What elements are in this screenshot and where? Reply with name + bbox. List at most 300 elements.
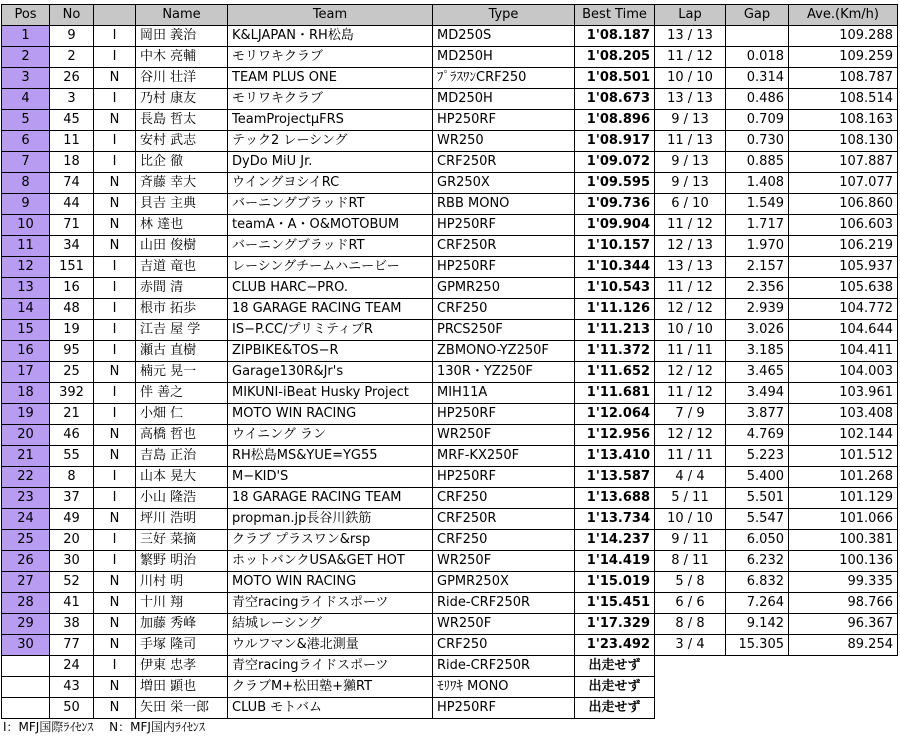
machine-type-cell: GR250X <box>433 173 575 194</box>
rider-name-cell: 長島 哲太 <box>136 110 228 131</box>
lap-cell: 12 / 12 <box>655 299 726 320</box>
table-row <box>2 614 898 635</box>
average-speed-cell: 96.367 <box>789 614 898 635</box>
number-cell: 9 <box>50 26 94 47</box>
gap-cell: 2.939 <box>726 299 789 320</box>
table-row <box>2 341 898 362</box>
lap-cell: 11 / 12 <box>655 278 726 299</box>
team-cell: バーニングブラッドRT <box>228 236 433 257</box>
machine-type-cell: MIH11A <box>433 383 575 404</box>
average-speed-cell: 102.144 <box>789 425 898 446</box>
gap-cell: 2.356 <box>726 278 789 299</box>
number-cell: 30 <box>50 551 94 572</box>
number-cell: 25 <box>50 362 94 383</box>
rider-name-cell: 乃村 康友 <box>136 89 228 110</box>
average-speed-cell: 101.129 <box>789 488 898 509</box>
license-cell: N <box>94 677 136 698</box>
machine-type-cell: GPMR250 <box>433 278 575 299</box>
best-time-cell: 1'08.187 <box>575 26 655 47</box>
license-cell: I <box>94 131 136 152</box>
position-cell: 25 <box>2 530 50 551</box>
table-row <box>2 320 898 341</box>
gap-cell: 5.223 <box>726 446 789 467</box>
rider-name-cell: 赤間 清 <box>136 278 228 299</box>
did-not-start-cell: 出走せず <box>575 656 655 677</box>
gap-cell: 5.547 <box>726 509 789 530</box>
machine-type-cell: ﾓﾘﾜｷ MONO <box>433 677 575 698</box>
number-cell: 52 <box>50 572 94 593</box>
number-cell: 20 <box>50 530 94 551</box>
position-cell: 3 <box>2 68 50 89</box>
machine-type-cell: HP250RF <box>433 110 575 131</box>
table-row <box>2 404 898 425</box>
license-cell: N <box>94 635 136 656</box>
machine-type-cell: WR250F <box>433 614 575 635</box>
license-cell: I <box>94 320 136 341</box>
position-cell: 13 <box>2 278 50 299</box>
rider-name-cell: 根市 拓歩 <box>136 299 228 320</box>
rider-name-cell: 繁野 明治 <box>136 551 228 572</box>
best-time-cell: 1'08.205 <box>575 47 655 68</box>
license-cell: N <box>94 572 136 593</box>
lap-cell: 9 / 13 <box>655 152 726 173</box>
rider-name-cell: 矢田 栄一郎 <box>136 698 228 719</box>
number-cell: 3 <box>50 89 94 110</box>
best-time-cell: 1'14.419 <box>575 551 655 572</box>
gap-cell: 5.400 <box>726 467 789 488</box>
number-cell: 74 <box>50 173 94 194</box>
position-cell <box>2 656 50 677</box>
did-not-start-cell: 出走せず <box>575 698 655 719</box>
average-speed-cell: 106.860 <box>789 194 898 215</box>
number-cell: 151 <box>50 257 94 278</box>
license-cell: N <box>94 446 136 467</box>
license-cell: N <box>94 68 136 89</box>
machine-type-cell: CRF250R <box>433 509 575 530</box>
best-time-cell: 1'09.072 <box>575 152 655 173</box>
lap-cell: 11 / 12 <box>655 47 726 68</box>
average-speed-cell: 108.787 <box>789 68 898 89</box>
team-cell: TeamProjectμFRS <box>228 110 433 131</box>
machine-type-cell: WR250 <box>433 131 575 152</box>
header-row <box>2 5 898 26</box>
rider-name-cell: 加藤 秀峰 <box>136 614 228 635</box>
position-cell <box>2 698 50 719</box>
rider-name-cell: 中木 亮輔 <box>136 47 228 68</box>
rider-name-cell: 高橋 哲也 <box>136 425 228 446</box>
machine-type-cell: MD250H <box>433 89 575 110</box>
position-cell: 5 <box>2 110 50 131</box>
table-row <box>2 110 898 131</box>
position-cell: 23 <box>2 488 50 509</box>
number-cell: 49 <box>50 509 94 530</box>
table-row <box>2 26 898 47</box>
machine-type-cell: HP250RF <box>433 698 575 719</box>
average-speed-cell: 100.381 <box>789 530 898 551</box>
position-cell: 17 <box>2 362 50 383</box>
rider-name-cell: 江𠮷 屋 学 <box>136 320 228 341</box>
machine-type-cell: HP250RF <box>433 215 575 236</box>
license-cell: I <box>94 257 136 278</box>
machine-type-cell: HP250RF <box>433 257 575 278</box>
table-row <box>2 215 898 236</box>
license-cell: I <box>94 404 136 425</box>
lap-cell: 11 / 11 <box>655 341 726 362</box>
average-speed-cell: 103.961 <box>789 383 898 404</box>
table-row <box>2 278 898 299</box>
average-speed-cell: 106.219 <box>789 236 898 257</box>
lap-cell: 9 / 13 <box>655 173 726 194</box>
lap-cell: 10 / 10 <box>655 68 726 89</box>
best-time-cell: 1'12.956 <box>575 425 655 446</box>
team-cell: 18 GARAGE RACING TEAM <box>228 299 433 320</box>
machine-type-cell: 130R・YZ250F <box>433 362 575 383</box>
machine-type-cell: MD250S <box>433 26 575 47</box>
team-cell: クラブ プラスワン&rsp <box>228 530 433 551</box>
number-cell: 19 <box>50 320 94 341</box>
best-time-cell: 1'13.410 <box>575 446 655 467</box>
rider-name-cell: 林 達也 <box>136 215 228 236</box>
number-cell: 2 <box>50 47 94 68</box>
license-cell: N <box>94 194 136 215</box>
team-cell: 青空racingライドスポーツ <box>228 656 433 677</box>
gap-cell: 4.769 <box>726 425 789 446</box>
best-time-cell: 1'08.501 <box>575 68 655 89</box>
team-cell: CLUB モトバム <box>228 698 433 719</box>
lap-cell: 9 / 13 <box>655 110 726 131</box>
table-row <box>2 530 898 551</box>
rider-name-cell: 増田 顕也 <box>136 677 228 698</box>
table-row <box>2 593 898 614</box>
rider-name-cell: 三好 菜摘 <box>136 530 228 551</box>
lap-cell: 7 / 9 <box>655 404 726 425</box>
lap-cell: 5 / 8 <box>655 572 726 593</box>
lap-cell: 11 / 13 <box>655 131 726 152</box>
header-lap: Lap <box>655 5 726 26</box>
rider-name-cell: 十川 翔 <box>136 593 228 614</box>
gap-cell: 3.185 <box>726 341 789 362</box>
team-cell: 結城レーシング <box>228 614 433 635</box>
best-time-cell: 1'11.681 <box>575 383 655 404</box>
gap-cell: 3.026 <box>726 320 789 341</box>
number-cell: 24 <box>50 656 94 677</box>
machine-type-cell: Ride-CRF250R <box>433 593 575 614</box>
table-row <box>2 635 898 656</box>
header-license <box>94 5 136 26</box>
position-cell: 9 <box>2 194 50 215</box>
gap-cell: 1.549 <box>726 194 789 215</box>
license-cell: I <box>94 551 136 572</box>
lap-cell: 11 / 12 <box>655 215 726 236</box>
machine-type-cell: CRF250 <box>433 299 575 320</box>
best-time-cell: 1'11.213 <box>575 320 655 341</box>
position-cell: 21 <box>2 446 50 467</box>
average-speed-cell: 101.066 <box>789 509 898 530</box>
rider-name-cell: 伴 善之 <box>136 383 228 404</box>
average-speed-cell: 101.268 <box>789 467 898 488</box>
dns-row <box>2 677 898 698</box>
license-cell: N <box>94 425 136 446</box>
number-cell: 21 <box>50 404 94 425</box>
best-time-cell: 1'11.652 <box>575 362 655 383</box>
table-row <box>2 152 898 173</box>
license-cell: I <box>94 656 136 677</box>
team-cell: DyDo MiU Jr. <box>228 152 433 173</box>
team-cell: ZIPBIKE&TOS−R <box>228 341 433 362</box>
team-cell: MOTO WIN RACING <box>228 572 433 593</box>
number-cell: 11 <box>50 131 94 152</box>
license-cell: I <box>94 341 136 362</box>
table-row <box>2 509 898 530</box>
number-cell: 8 <box>50 467 94 488</box>
average-speed-cell: 108.130 <box>789 131 898 152</box>
number-cell: 77 <box>50 635 94 656</box>
average-speed-cell: 100.136 <box>789 551 898 572</box>
average-speed-cell: 105.638 <box>789 278 898 299</box>
table-row <box>2 236 898 257</box>
rider-name-cell: 谷川 壮洋 <box>136 68 228 89</box>
best-time-cell: 1'14.237 <box>575 530 655 551</box>
number-cell: 392 <box>50 383 94 404</box>
machine-type-cell: CRF250 <box>433 530 575 551</box>
dns-row <box>2 698 898 719</box>
rider-name-cell: 安村 武志 <box>136 131 228 152</box>
lap-cell: 6 / 10 <box>655 194 726 215</box>
header-no: No <box>50 5 94 26</box>
license-cell: N <box>94 110 136 131</box>
position-cell: 12 <box>2 257 50 278</box>
machine-type-cell: HP250RF <box>433 467 575 488</box>
position-cell: 30 <box>2 635 50 656</box>
gap-cell: 0.730 <box>726 131 789 152</box>
average-speed-cell: 108.163 <box>789 110 898 131</box>
team-cell: モリワキクラブ <box>228 89 433 110</box>
machine-type-cell: WR250F <box>433 551 575 572</box>
position-cell: 4 <box>2 89 50 110</box>
position-cell: 6 <box>2 131 50 152</box>
team-cell: 青空racingライドスポーツ <box>228 593 433 614</box>
position-cell: 19 <box>2 404 50 425</box>
table-row <box>2 467 898 488</box>
rider-name-cell: 川村 明 <box>136 572 228 593</box>
number-cell: 95 <box>50 341 94 362</box>
machine-type-cell: MRF-KX250F <box>433 446 575 467</box>
lap-cell: 12 / 12 <box>655 425 726 446</box>
lap-cell: 3 / 4 <box>655 635 726 656</box>
rider-name-cell: 瀬古 直樹 <box>136 341 228 362</box>
best-time-cell: 1'15.019 <box>575 572 655 593</box>
license-cell: I <box>94 26 136 47</box>
lap-cell: 13 / 13 <box>655 89 726 110</box>
gap-cell <box>726 26 789 47</box>
number-cell: 41 <box>50 593 94 614</box>
rider-name-cell: 小畑 仁 <box>136 404 228 425</box>
rider-name-cell: 伊東 忠孝 <box>136 656 228 677</box>
best-time-cell: 1'09.595 <box>575 173 655 194</box>
table-row <box>2 173 898 194</box>
best-time-cell: 1'15.451 <box>575 593 655 614</box>
position-cell: 16 <box>2 341 50 362</box>
machine-type-cell: ZBMONO-YZ250F <box>433 341 575 362</box>
position-cell: 14 <box>2 299 50 320</box>
average-speed-cell: 98.766 <box>789 593 898 614</box>
average-speed-cell: 101.512 <box>789 446 898 467</box>
license-cell: I <box>94 488 136 509</box>
rider-name-cell: 吉道 竜也 <box>136 257 228 278</box>
lap-cell: 11 / 12 <box>655 383 726 404</box>
gap-cell: 0.018 <box>726 47 789 68</box>
average-speed-cell: 89.254 <box>789 635 898 656</box>
license-cell: N <box>94 509 136 530</box>
team-cell: ホットバンクUSA&GET HOT <box>228 551 433 572</box>
gap-cell: 6.232 <box>726 551 789 572</box>
team-cell: バーニングブラッドRT <box>228 194 433 215</box>
best-time-cell: 1'13.734 <box>575 509 655 530</box>
gap-cell: 15.305 <box>726 635 789 656</box>
position-cell: 20 <box>2 425 50 446</box>
table-row <box>2 257 898 278</box>
number-cell: 18 <box>50 152 94 173</box>
position-cell: 26 <box>2 551 50 572</box>
dns-row <box>2 656 898 677</box>
gap-cell: 1.408 <box>726 173 789 194</box>
lap-cell: 13 / 13 <box>655 257 726 278</box>
team-cell: レーシングチームハニービー <box>228 257 433 278</box>
position-cell: 10 <box>2 215 50 236</box>
lap-cell: 9 / 11 <box>655 530 726 551</box>
team-cell: teamA・A・O&MOTOBUM <box>228 215 433 236</box>
number-cell: 46 <box>50 425 94 446</box>
gap-cell: 0.885 <box>726 152 789 173</box>
position-cell: 11 <box>2 236 50 257</box>
number-cell: 48 <box>50 299 94 320</box>
lap-cell: 6 / 6 <box>655 593 726 614</box>
gap-cell: 3.465 <box>726 362 789 383</box>
lap-cell: 10 / 10 <box>655 320 726 341</box>
license-cell: I <box>94 467 136 488</box>
machine-type-cell: CRF250 <box>433 488 575 509</box>
team-cell: M−KID'S <box>228 467 433 488</box>
number-cell: 50 <box>50 698 94 719</box>
team-cell: ウイングヨシイRC <box>228 173 433 194</box>
average-speed-cell: 109.288 <box>789 26 898 47</box>
best-time-cell: 1'13.587 <box>575 467 655 488</box>
team-cell: クラブM+松田塾+獺RT <box>228 677 433 698</box>
rider-name-cell: 山本 晃大 <box>136 467 228 488</box>
lap-cell: 5 / 11 <box>655 488 726 509</box>
position-cell: 27 <box>2 572 50 593</box>
rider-name-cell: 坪川 浩明 <box>136 509 228 530</box>
header-average-speed: Ave.(Km/h) <box>789 5 898 26</box>
number-cell: 43 <box>50 677 94 698</box>
number-cell: 45 <box>50 110 94 131</box>
best-time-cell: 1'23.492 <box>575 635 655 656</box>
table-row <box>2 194 898 215</box>
rider-name-cell: 手塚 隆司 <box>136 635 228 656</box>
lap-cell: 12 / 13 <box>655 236 726 257</box>
lap-cell: 8 / 8 <box>655 614 726 635</box>
lap-cell: 8 / 11 <box>655 551 726 572</box>
gap-cell: 2.157 <box>726 257 789 278</box>
license-cell: N <box>94 236 136 257</box>
empty-cell <box>655 677 898 698</box>
table-row <box>2 299 898 320</box>
gap-cell: 0.709 <box>726 110 789 131</box>
rider-name-cell: 比企 徹 <box>136 152 228 173</box>
average-speed-cell: 103.408 <box>789 404 898 425</box>
license-cell: N <box>94 698 136 719</box>
empty-cell <box>655 698 898 719</box>
license-cell: I <box>94 278 136 299</box>
average-speed-cell: 107.077 <box>789 173 898 194</box>
license-legend: I：MFJ国際ﾗｲｾﾝｽ N：MFJ国内ﾗｲｾﾝｽ <box>3 720 205 734</box>
machine-type-cell: ﾌﾟﾗｽﾜﾝCRF250 <box>433 68 575 89</box>
license-cell: I <box>94 383 136 404</box>
table-row <box>2 551 898 572</box>
table-row <box>2 488 898 509</box>
rider-name-cell: 岡田 義治 <box>136 26 228 47</box>
best-time-cell: 1'09.904 <box>575 215 655 236</box>
gap-cell: 1.717 <box>726 215 789 236</box>
average-speed-cell: 106.603 <box>789 215 898 236</box>
best-time-cell: 1'08.917 <box>575 131 655 152</box>
team-cell: MIKUNI-iBeat Husky Project <box>228 383 433 404</box>
best-time-cell: 1'09.736 <box>575 194 655 215</box>
average-speed-cell: 108.514 <box>789 89 898 110</box>
team-cell: MOTO WIN RACING <box>228 404 433 425</box>
team-cell: 18 GARAGE RACING TEAM <box>228 488 433 509</box>
header-pos: Pos <box>2 5 50 26</box>
lap-cell: 4 / 4 <box>655 467 726 488</box>
license-cell: I <box>94 47 136 68</box>
position-cell: 28 <box>2 593 50 614</box>
header-type: Type <box>433 5 575 26</box>
number-cell: 38 <box>50 614 94 635</box>
rider-name-cell: 山田 俊樹 <box>136 236 228 257</box>
machine-type-cell: MD250H <box>433 47 575 68</box>
average-speed-cell: 105.937 <box>789 257 898 278</box>
team-cell: CLUB HARC−PRO. <box>228 278 433 299</box>
license-cell: N <box>94 362 136 383</box>
gap-cell: 3.494 <box>726 383 789 404</box>
table-row <box>2 383 898 404</box>
gap-cell: 6.832 <box>726 572 789 593</box>
team-cell: RH松島MS&YUE=YG55 <box>228 446 433 467</box>
best-time-cell: 1'08.673 <box>575 89 655 110</box>
best-time-cell: 1'11.126 <box>575 299 655 320</box>
did-not-start-cell: 出走せず <box>575 677 655 698</box>
position-cell <box>2 677 50 698</box>
results-table <box>1 4 898 719</box>
gap-cell: 7.264 <box>726 593 789 614</box>
team-cell: テック2 レーシング <box>228 131 433 152</box>
machine-type-cell: CRF250R <box>433 152 575 173</box>
best-time-cell: 1'08.896 <box>575 110 655 131</box>
average-speed-cell: 104.411 <box>789 341 898 362</box>
lap-cell: 11 / 11 <box>655 446 726 467</box>
number-cell: 26 <box>50 68 94 89</box>
position-cell: 15 <box>2 320 50 341</box>
average-speed-cell: 99.335 <box>789 572 898 593</box>
machine-type-cell: Ride-CRF250R <box>433 656 575 677</box>
header-team: Team <box>228 5 433 26</box>
team-cell: Garage130R&Jr's <box>228 362 433 383</box>
license-cell: I <box>94 89 136 110</box>
position-cell: 1 <box>2 26 50 47</box>
position-cell: 8 <box>2 173 50 194</box>
table-row <box>2 572 898 593</box>
empty-cell <box>655 656 898 677</box>
